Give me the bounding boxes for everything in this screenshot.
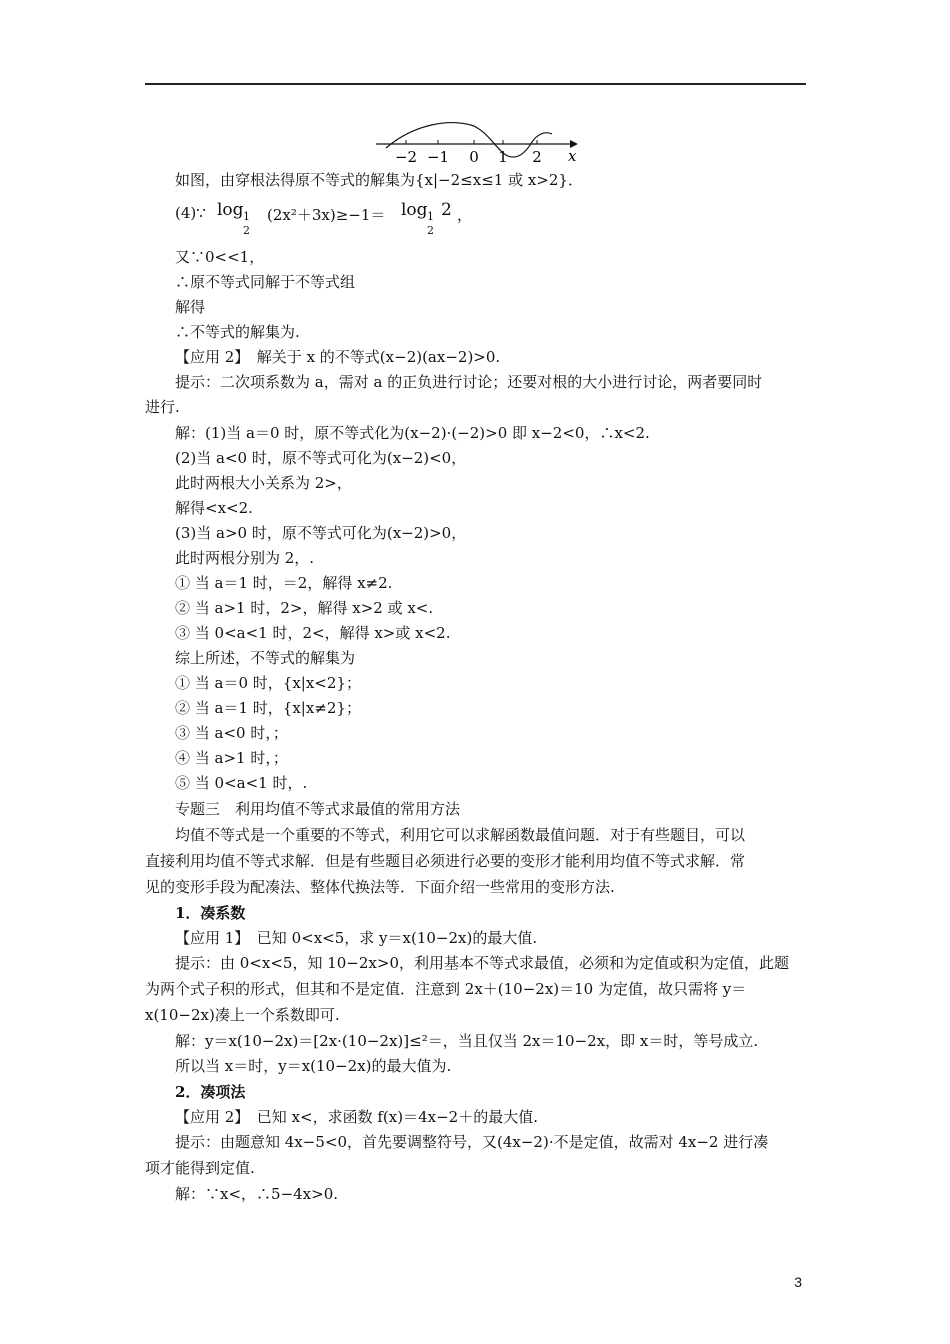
text-line: (3)当 a>0 时，原不等式可化为(x−2)>0， [175, 524, 467, 542]
text-line: ∴不等式的解集为. [175, 323, 300, 341]
text-line: 所以当 x＝时，y＝x(10−2x)的最大值为. [175, 1057, 452, 1075]
application-heading: 【应用 1】 已知 0<x<5，求 y＝x(10−2x)的最大值. [175, 929, 538, 947]
log-base: 1 [243, 210, 250, 223]
log-prefix: (4)∵ [175, 204, 206, 222]
hint-line: 提示：由 0<x<5，知 10−2x>0，利用基本不等式求最值，必须和为定值或积为定值，此题 [175, 954, 789, 972]
case-line: ③ 当 a<0 时，； [175, 724, 288, 742]
case-line: ③ 当 0<a<1 时，2<，解得 x>或 x<2. [175, 624, 451, 642]
text-line: 此时两根大小关系为 2>， [175, 474, 352, 492]
case-line: ⑤ 当 0<a<1 时，. [175, 774, 308, 792]
method-heading: 2．凑项法 [175, 1083, 246, 1101]
hint-line: 提示：由题意知 4x−5<0，首先要调整符号，又(4x−2)·不是定值，故需对 4x−2 进行凑 [175, 1133, 769, 1151]
paragraph-line: 直接利用均值不等式求解．但是有些题目必须进行必要的变形才能利用均值不等式求解．常 [145, 852, 746, 870]
tick-label: 2 [532, 148, 542, 166]
log-suffix: ， [457, 206, 473, 224]
section-title: 专题三 利用均值不等式求最值的常用方法 [175, 800, 461, 818]
hint-line: x(10−2x)凑上一个系数即可. [145, 1006, 340, 1024]
text-line: 综上所述，不等式的解集为 [175, 649, 356, 667]
text-line: 解得 [175, 298, 206, 316]
case-line: ④ 当 a>1 时，； [175, 749, 288, 767]
header-rule [145, 83, 806, 85]
page-number: 3 [794, 1274, 802, 1290]
log-base-denominator: 2 [427, 224, 434, 237]
text-line: (2)当 a<0 时，原不等式可化为(x−2)<0， [175, 449, 467, 467]
hint-line: 提示：二次项系数为 a，需对 a 的正负进行讨论；还要对根的大小进行讨论，两者要同时 [175, 373, 763, 391]
hint-line: 为两个式子积的形式，但其和不是定值．注意到 2x＋(10−2x)＝10 为定值，故只需将 y＝ [145, 980, 747, 998]
solution-line: 解：y＝x(10−2x)＝[2x·(10−2x)]≤²＝，当且仅当 2x＝10−2x，即 x＝时，等号成立. [175, 1032, 759, 1050]
log-middle: (2x²＋3x)≥−1＝ [267, 206, 386, 224]
sign-chart-figure [372, 112, 582, 170]
log-inequality-line [175, 198, 635, 240]
text-line: 此时两根分别为 2，. [175, 549, 315, 567]
text-line: 解得<x<2. [175, 499, 253, 517]
text-line: ∴原不等式同解于不等式组 [175, 273, 356, 291]
hint-line: 进行. [145, 398, 180, 416]
case-line: ① 当 a＝1 时，＝2，解得 x≠2. [175, 574, 393, 592]
tick-label: −2 [394, 148, 418, 166]
log-base-denominator: 2 [243, 224, 250, 237]
log-symbol: log [217, 200, 244, 220]
paragraph-line: 见的变形手段为配凑法、整体代换法等．下面介绍一些常用的变形方法. [145, 878, 615, 896]
application-heading: 【应用 2】 解关于 x 的不等式(x−2)(ax−2)>0. [175, 348, 501, 366]
application-heading: 【应用 2】 已知 x<，求函数 f(x)＝4x−2＋的最大值. [175, 1108, 538, 1126]
solution-set-line: 如图，由穿根法得原不等式的解集为{x|−2≤x≤1 或 x>2}． [175, 171, 583, 189]
hint-line: 项才能得到定值. [145, 1159, 255, 1177]
log-argument: 2 [441, 200, 452, 220]
axis-label: x [568, 147, 577, 165]
case-line: ① 当 a＝0 时，{x|x<2}； [175, 674, 361, 692]
case-line: ② 当 a>1 时，2>，解得 x>2 或 x<. [175, 599, 434, 617]
paragraph-line: 均值不等式是一个重要的不等式，利用它可以求解函数最值问题．对于有些题目，可以 [175, 826, 746, 844]
log-base: 1 [427, 210, 434, 223]
method-heading: 1．凑系数 [175, 904, 246, 922]
tick-label: 1 [498, 148, 508, 166]
solution-line: 解：∵x<，∴5−4x>0. [175, 1185, 339, 1203]
case-line: ② 当 a＝1 时，{x|x≠2}； [175, 699, 361, 717]
tick-label: 0 [469, 148, 479, 166]
log-symbol: log [401, 200, 428, 220]
text-line: 又∵0<<1， [175, 248, 265, 266]
solution-line: 解：(1)当 a＝0 时，原不等式化为(x−2)·(−2)>0 即 x−2<0，∴x<2. [175, 424, 650, 442]
tick-label: −1 [426, 148, 450, 166]
